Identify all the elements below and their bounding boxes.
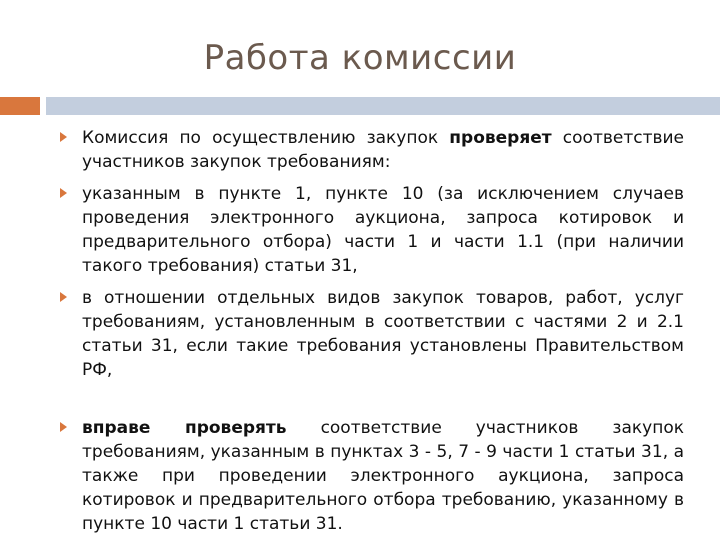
slide-title: Работа комиссии (203, 38, 517, 78)
arrow-bullet-icon (60, 132, 67, 142)
bullet-text-before: Комиссия по осуществлению закупок (82, 128, 450, 148)
bullet-item-4 (56, 416, 684, 536)
bullet-text-after: соответствие участников закупок требованиям: (82, 128, 684, 172)
bullet-text: в отношении отдельных видов закупок товаров, работ, услуг требованиям, установленным в соответствии с частями 2 и 2.1 статьи 31, если такие требования установлены Правительством РФ, (82, 288, 684, 380)
bullet-bold-text: проверяет (449, 128, 552, 148)
arrow-bullet-icon (60, 292, 67, 302)
title-divider (0, 97, 720, 115)
arrow-bullet-icon (60, 188, 67, 198)
divider-accent-block (0, 97, 40, 115)
bullet-text-after: соответствие участников закупок требованиям, указанным в пунктах 3 - 5, 7 - 9 части 1 статьи 31, а также при проведении электронного аукциона, запроса котировок и предварительного отбора требованию, указанному в пункте 10 части 1 статьи 31. (82, 418, 684, 534)
arrow-bullet-icon (60, 422, 67, 432)
bullet-list (56, 118, 684, 540)
divider-bar (46, 97, 720, 115)
bullet-bold-text: вправе проверять (82, 418, 287, 438)
bullet-text: указанным в пункте 1, пункте 10 (за исключением случаев проведения электронного аукциона, запроса котировок и предварительного отбора) части 1 и части 1.1 (при наличии такого требования) статьи 31, (82, 184, 684, 276)
bullet-item-2 (56, 182, 684, 278)
bullet-item-3 (56, 286, 684, 382)
bullet-item-1 (56, 126, 684, 174)
